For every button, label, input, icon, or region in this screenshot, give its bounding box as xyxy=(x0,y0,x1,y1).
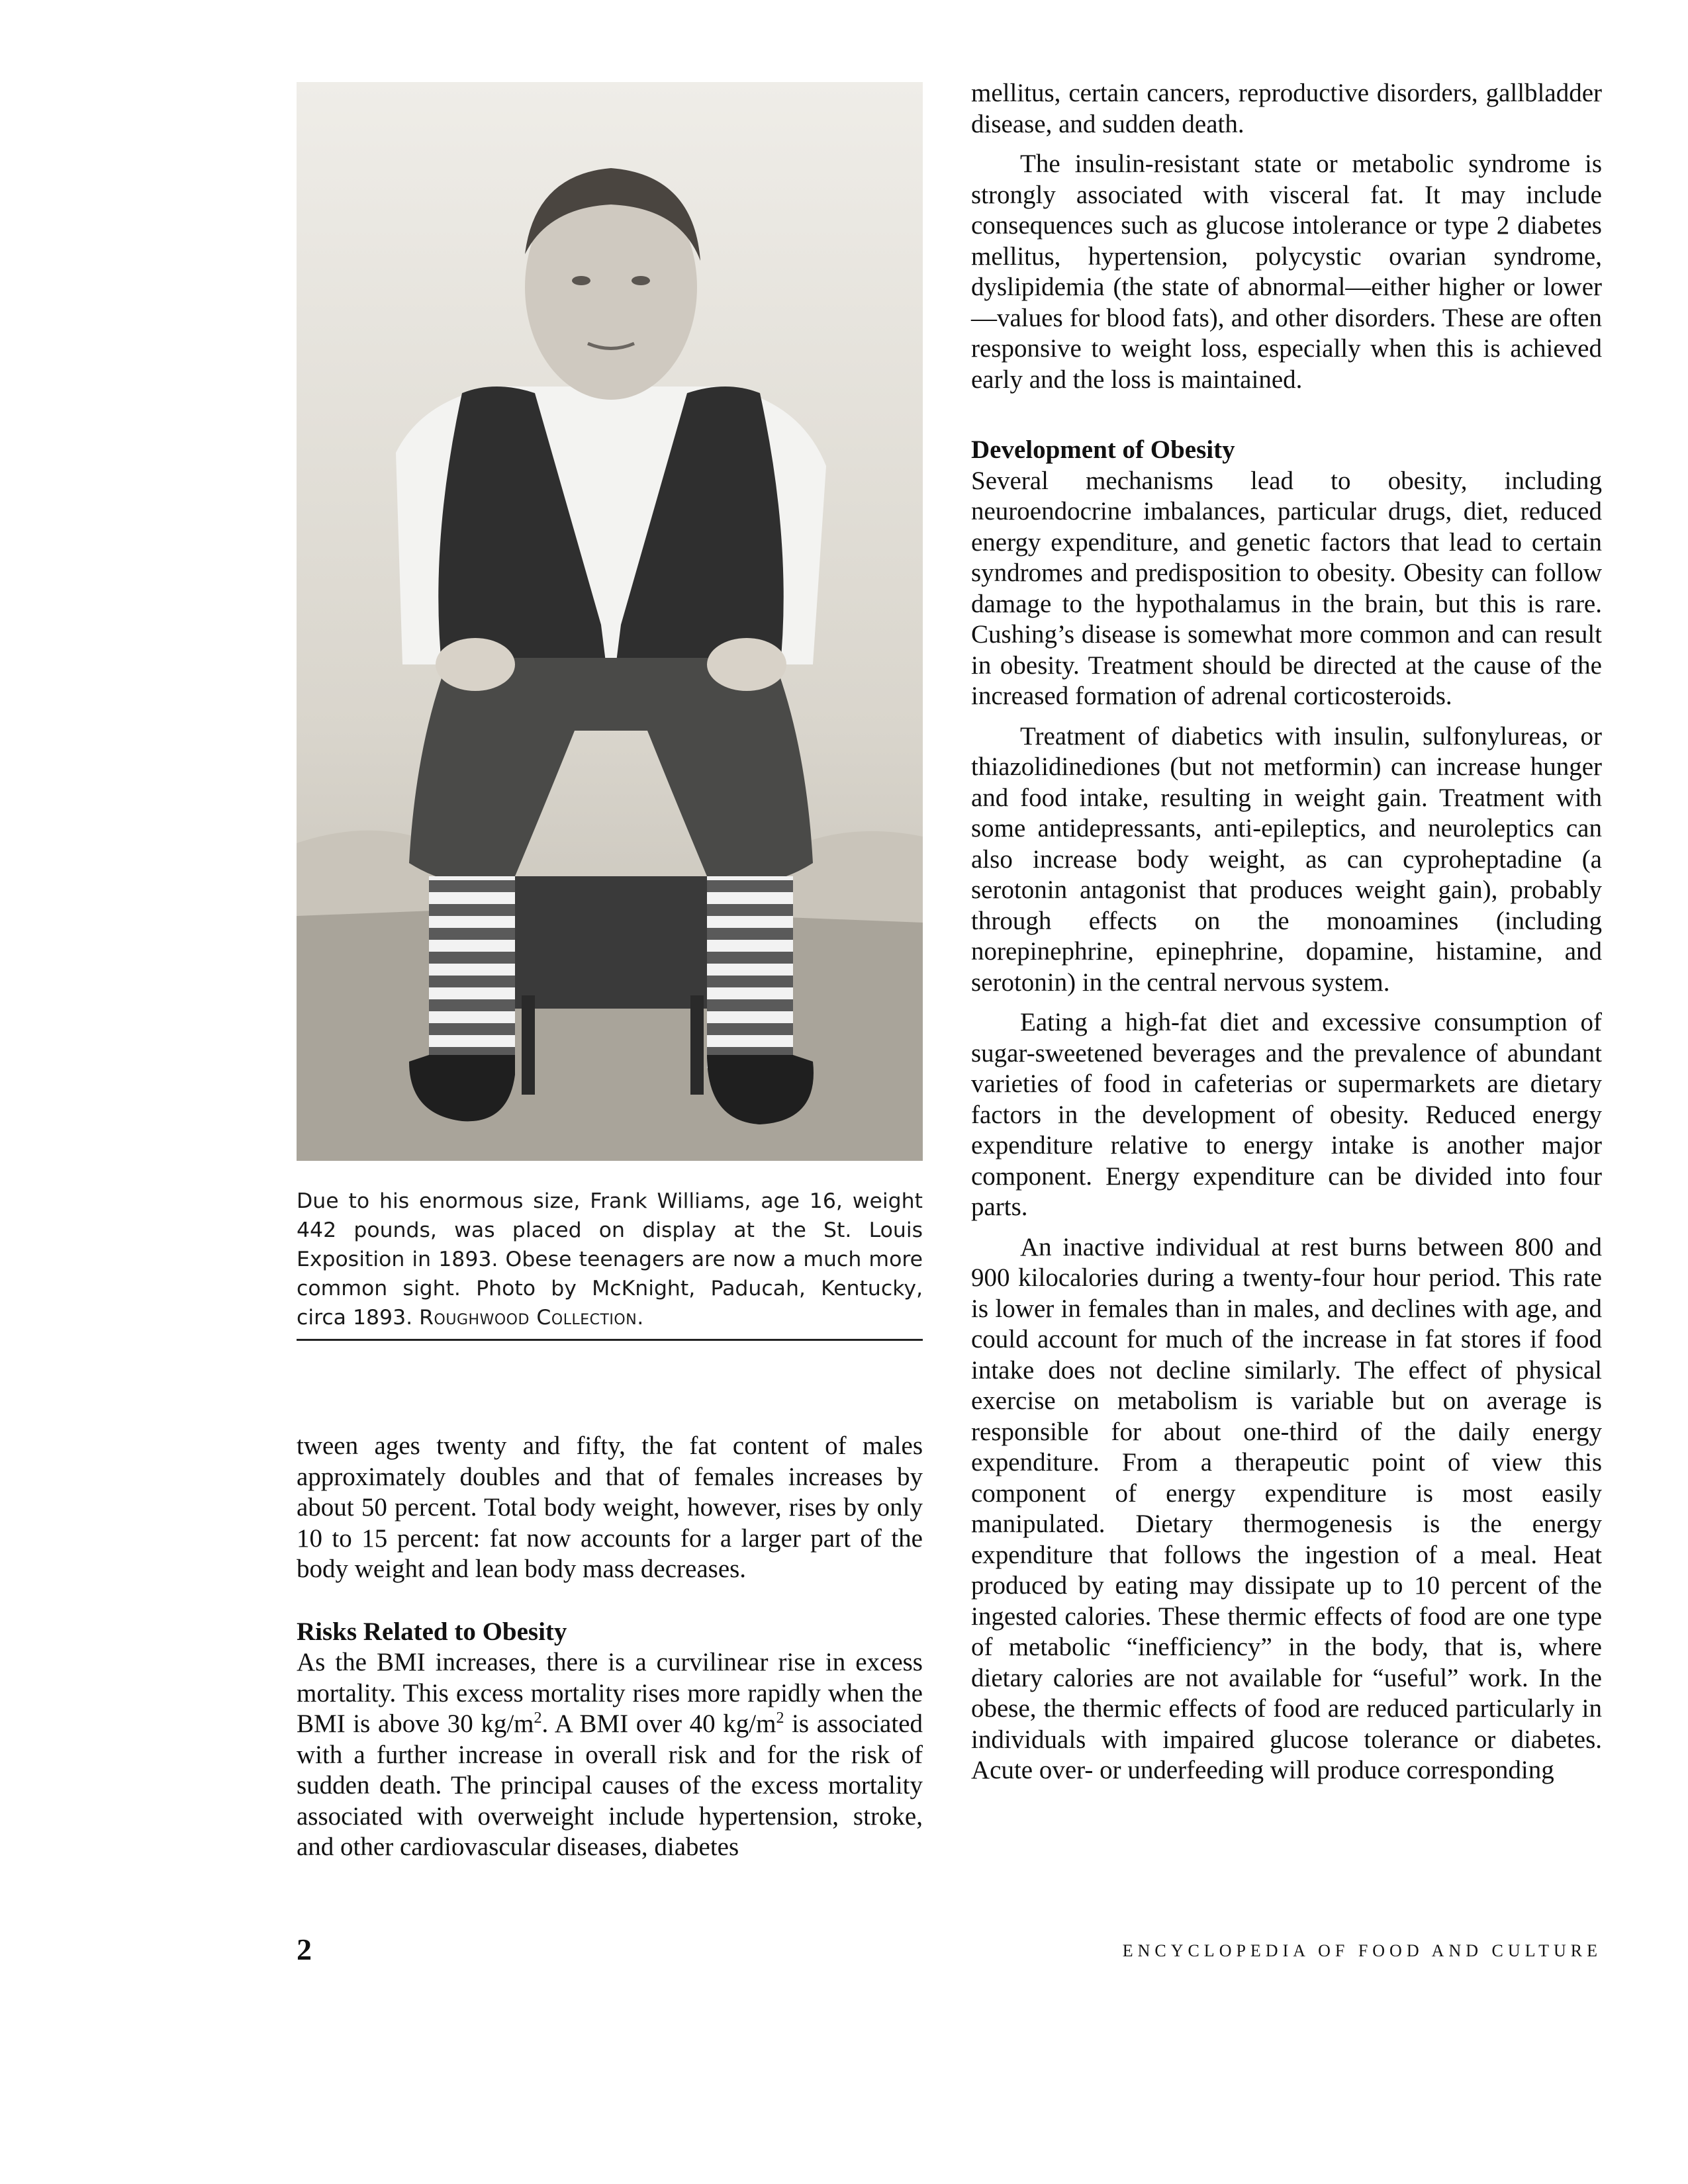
figure-caption xyxy=(297,1187,923,1332)
left-column xyxy=(297,1431,923,1863)
page-number: 2 xyxy=(297,1933,312,1966)
photo-credit: Roughwood Collection. xyxy=(419,1306,644,1330)
development-heading: Development of Obesity xyxy=(971,435,1235,464)
risks-paragraph xyxy=(297,1647,923,1863)
left-continuation-paragraph: tween ages twenty and fifty, the fat content of males approximately doubles and that of females increases by about 50 percent. Total body weight, however, rises by only 10 to 15 percent: fat now accounts for a larger part of the body weight and lean body mass decreases. xyxy=(297,1432,923,1583)
development-paragraph-1: Several mechanisms lead to obesity, including neuroendocrine imbalances, particular drugs, diet, reduced energy expenditure, and genetic factors that lead to certain syndromes and predisposition to obesity. Obesity can follow damage to the hypothalamus in the brain, but this is rare. Cushing’s disease is somewhat more common and can result in obesity. Treatment should be directed at the cause of the increased formation of adrenal corticosteroids. xyxy=(971,466,1602,710)
caption-text: Due to his enormous size, Frank Williams, age 16, weight 442 pounds, was placed on display at the St. Louis Exposition in 1893. Obese teenagers are now a much more common sight. Photo by McKnight, Paducah, Kentucky, circa 1893. xyxy=(297,1189,923,1330)
risks-text-c: is associated with a further increase in overall risk and for the risk of sudden death. The principal causes of the excess mortality associated with overweight include hypertension, stroke, and other cardiovascular diseases, diabetes xyxy=(297,1709,923,1861)
superscript-squared: 2 xyxy=(776,1709,784,1727)
historical-photograph xyxy=(297,82,923,1161)
risks-text-a: As the BMI increases, there is a curvilinear rise in excess mortality. This excess mortality rises more rapidly when the BMI is above 30 kg/m xyxy=(297,1648,923,1738)
right-column xyxy=(971,78,1602,1786)
superscript-squared: 2 xyxy=(534,1709,542,1727)
caption-divider xyxy=(297,1339,923,1341)
development-paragraph-2: Treatment of diabetics with insulin, sulfonylureas, or thiazolidinediones (but not metformin) can increase hunger and food intake, resulting in weight gain. Treatment with some antidepressants, anti-epileptics, and neuroleptics can also increase body weight, as can cyproheptadine (a serotonin antagonist that produces weight gain), probably through effects on the monoamines (including norepinephrine, epinephrine, dopamine, histamine, and serotonin) in the central nervous system. xyxy=(971,721,1602,997)
right-continuation-paragraph: mellitus, certain cancers, reproductive disorders, gallbladder disease, and sudden death. xyxy=(971,79,1602,138)
risks-text-b: . A BMI over 40 kg/m xyxy=(541,1709,776,1738)
insulin-paragraph: The insulin-resistant state or metabolic syndrome is strongly associated with visceral fat. It may include consequences such as glucose intolerance or type 2 diabetes mellitus, hypertension, polycystic ovarian syndrome, dyslipidemia (the state of abnormal—either higher or lower—values for blood fats), and other disorders. These are often responsive to weight loss, especially when this is achieved early and the loss is maintained. xyxy=(971,150,1602,394)
seated-man-illustration xyxy=(297,82,923,1161)
running-title: ENCYCLOPEDIA OF FOOD AND CULTURE xyxy=(1122,1941,1602,1960)
development-paragraph-4: An inactive individual at rest burns between 800 and 900 kilocalories during a twenty-four hour period. This rate is lower in females than in males, and declines with age, and could account for much of the increase in fat stores if food intake does not decline similarly. The effect of physical exercise on metabolism is variable but on average is responsible for about one-third of the daily energy expenditure. From a therapeutic point of view this component of energy expenditure is most easily manipulated. Dietary thermogenesis is the energy expenditure that follows the ingestion of a meal. Heat produced by eating may dissipate up to 10 percent of the ingested calories. These thermic effects of food are one type of metabolic “inefficiency” in the body, that is, where dietary calories are not available for “useful” work. In the obese, the thermic effects of food are reduced particularly in individuals with impaired glucose tolerance or diabetes. Acute over- or underfeeding will produce corresponding xyxy=(971,1232,1602,1784)
risks-heading: Risks Related to Obesity xyxy=(297,1617,567,1646)
development-paragraph-3: Eating a high-fat diet and excessive consumption of sugar-sweetened beverages and the prevalence of abundant varieties of food in cafeterias or supermarkets are dietary factors in the development of obesity. Reduced energy expenditure relative to energy intake is another major component. Energy expenditure can be divided into four parts. xyxy=(971,1008,1602,1221)
